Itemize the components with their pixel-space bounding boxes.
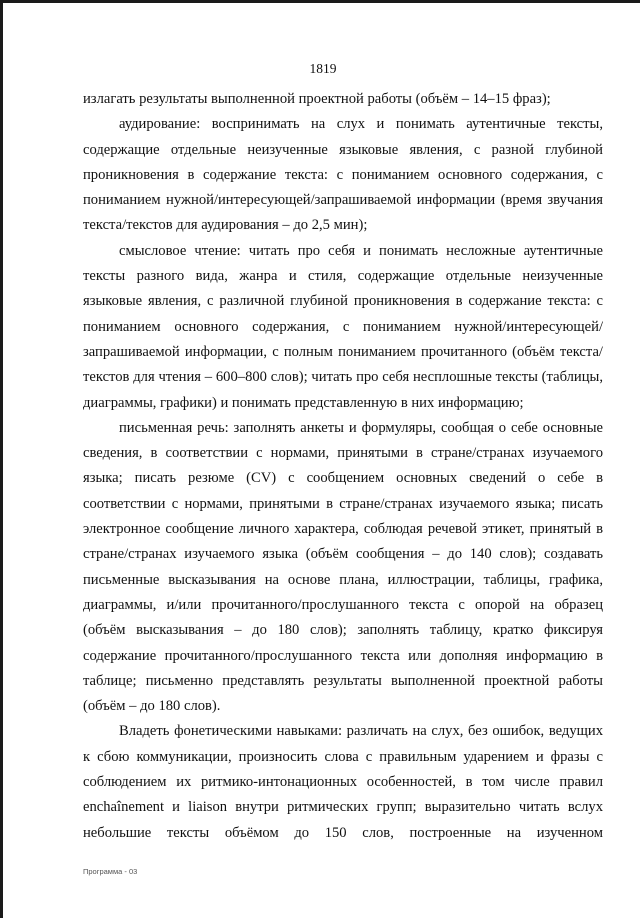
- paragraph-phonetics: Владеть фонетическими навыками: различать на слух, без ошибок, ведущих к сбою коммуникации, произносить слова с правильным ударением и фразы с соблюдением их ритмико-интонационных особенностей, в том числе правил enchaînement и liaison внутри ритмических групп; выразительно читать вслух небольшие тексты объёмом до 150 слов, построенные на изученном: [83, 723, 603, 841]
- paragraph-listening: аудирование: воспринимать на слух и понимать аутентичные тексты, содержащие отдельные неизученные языковые явления, с разной глубиной проникновения в содержание текста: с пониманием основного содержания, с пониманием нужной/интересующей/запрашиваемой информации (время звучания текста/текстов для аудирования – до 2,5 мин);: [83, 116, 603, 234]
- paragraph-reading: смысловое чтение: читать про себя и понимать несложные аутентичные тексты разного вида, жанра и стиля, содержащие отдельные неизученные языковые явления, с различной глубиной проникновения в содержание текста: с пониманием основного содержания, с пониманием нужной/интересующей/запрашиваемой информации, с полным пониманием прочитанного (объём текста/текстов для чтения – 600–800 слов); читать про себя несплошные тексты (таблицы, диаграммы, графики) и понимать представленную в них информацию;: [83, 242, 603, 411]
- document-body: [83, 87, 603, 846]
- page-footer: Программа - 03: [83, 867, 138, 876]
- paragraph-project-summary: излагать результаты выполненной проектной работы (объём – 14–15 фраз);: [83, 91, 551, 107]
- paragraph-writing: письменная речь: заполнять анкеты и формуляры, сообщая о себе основные сведения, в соответствии с нормами, принятыми в стране/странах изучаемого языка; писать резюме (CV) с сообщением основных сведений о себе в соответствии с нормами, принятыми в стране/странах изучаемого языка; писать электронное сообщение личного характера, соблюдая речевой этикет, принятый в стране/странах изучаемого языка (объём сообщения – до 140 слов); создавать письменные высказывания на основе плана, иллюстрации, таблицы, графика, диаграммы, и/или прочитанного/прослушанного текста с опорой на образец (объём высказывания – до 180 слов); заполнять таблицу, кратко фиксируя содержание прочитанного/прослушанного текста или дополняя информацию в таблице; письменно представлять результаты выполненной проектной работы (объём – до 180 слов).: [83, 419, 603, 715]
- page-number: 1819: [309, 61, 337, 76]
